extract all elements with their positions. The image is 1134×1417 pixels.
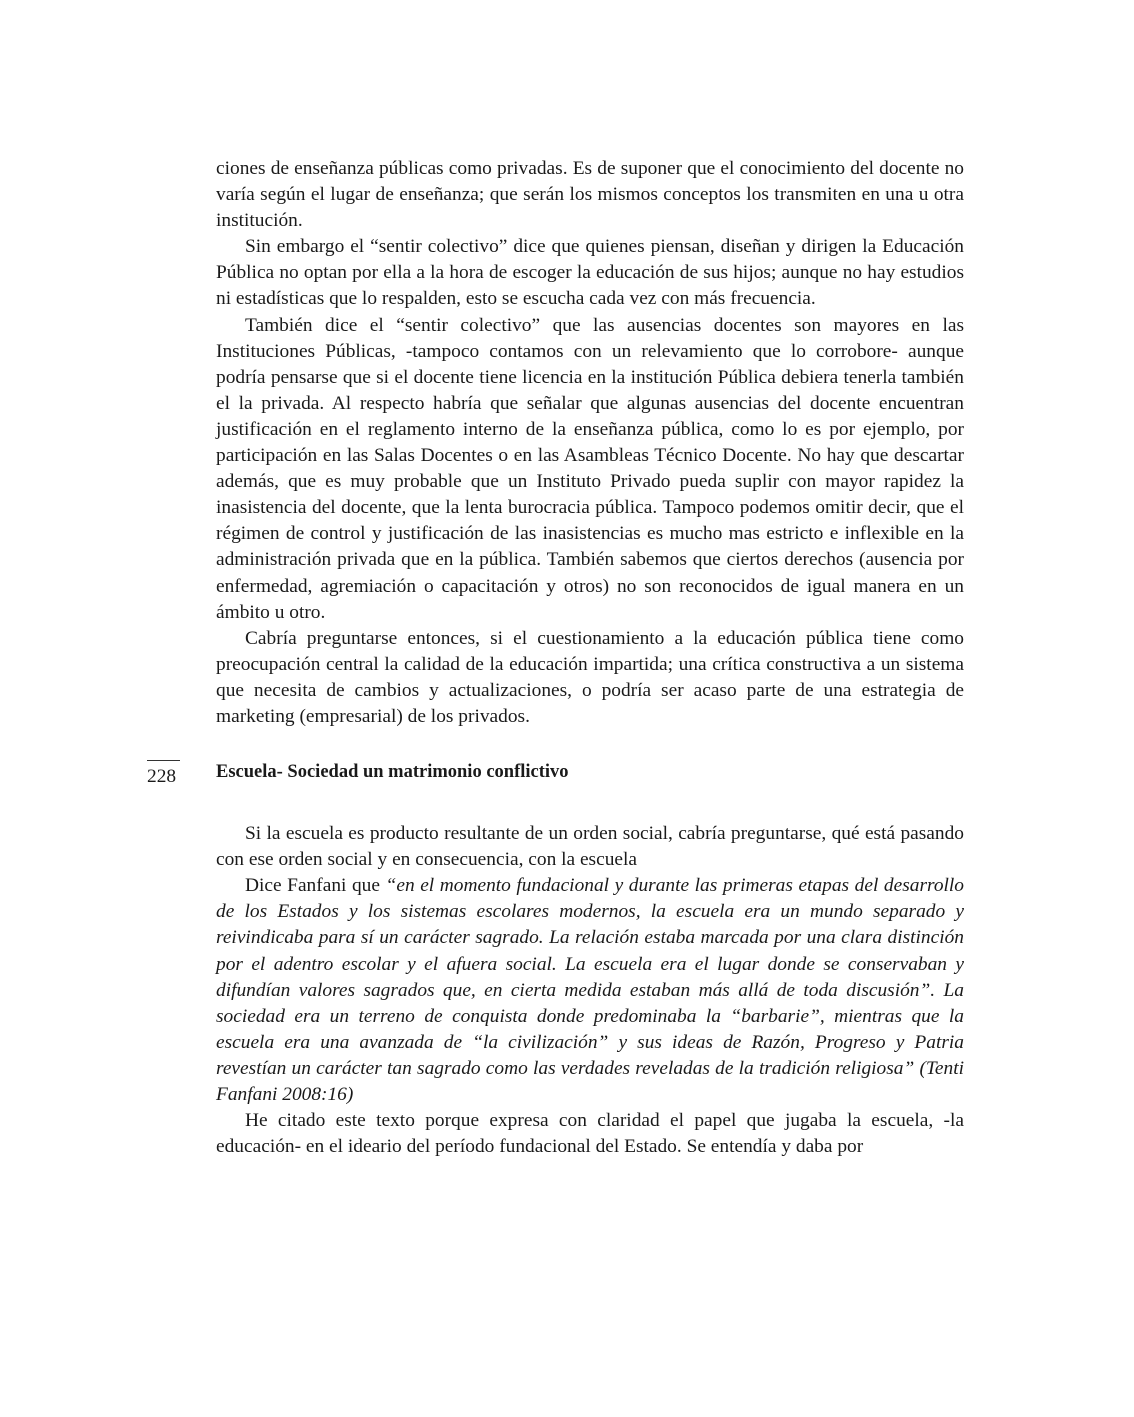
quote-text: “en el momento fundacional y durante las primeras etapas del desarrollo de los Estados y los sistemas escolares modernos, la escuela era un mundo separado y reivindicaba para sí un carácter sagrado. La relación estaba marcada por una clara distinción por el adentro escolar y el afuera social. La escuela era el lugar donde se conservaban y difundían valores sagrados que, en cierta medida estaban más allá de toda discusión”. La sociedad era un terreno de conquista donde predominaba la “barbarie”, mientras que la escuela era una avanzada de “la civilización” y sus ideas de Razón, Progreso y Patria revestían un carácter tan sagrado como las verdades reveladas de la tradición religiosa” (Tenti Fanfani 2008:16) (216, 875, 964, 1105)
section-heading: Escuela- Sociedad un matrimonio conflictivo (216, 762, 569, 783)
paragraph-section-intro: Si la escuela es producto resultante de un orden social, cabría preguntarse, qué está pasando con ese orden social y en consecuencia, con la escuela (216, 823, 964, 871)
page-number-rule (147, 760, 180, 761)
paragraph-sentir-colectivo: Sin embargo el “sentir colectivo” dice que quienes piensan, diseñan y dirigen la Educación Pública no optan por ella a la hora de escoger la educación de sus hijos; aunque no hay estudios ni estadísticas que lo respalden, esto se escucha cada vez con más frecuencia. (216, 236, 964, 310)
paragraph-closing: He citado este texto porque expresa con claridad el papel que jugaba la escuela, -la educación- en el ideario del período fundacional del Estado. Se entendía y daba por (216, 1110, 964, 1158)
paragraph-continuation: ciones de enseñanza públicas como privadas. Es de suponer que el conocimiento del docente no varía según el lugar de enseñanza; que serán los mismos conceptos los transmiten en una u otra institución. (216, 158, 964, 232)
paragraph-cuestionamiento: Cabría preguntarse entonces, si el cuestionamiento a la educación pública tiene como preocupación central la calidad de la educación impartida; una crítica constructiva a un sistema que necesita de cambios y actualizaciones, o podría ser acaso parte de una estrategia de marketing (empresarial) de los privados. (216, 627, 964, 727)
page-number: 228 (147, 766, 177, 787)
quote-lead: Dice Fanfani que (245, 875, 386, 897)
body-text (216, 156, 964, 1160)
paragraph-ausencias-docentes: También dice el “sentir colectivo” que las ausencias docentes son mayores en las Instituciones Públicas, -tampoco contamos con un relevamiento que lo corrobore- aunque podría pensarse que si el docente tiene licencia en la institución Pública debiera tenerla también el la privada. Al respecto habría que señalar que algunas ausencias del docente encuentran justificación en el reglamento interno de la enseñanza pública, como lo es por ejemplo, por participación en las Salas Docentes o en las Asambleas Técnico Docente. No hay que descartar además, que es muy probable que un Instituto Privado pueda suplir con mayor rapidez la inasistencia del docente, que la lenta burocracia pública. Tampoco podemos omitir decir, que el régimen de control y justificación de las inasistencias es mucho mas estricto e inflexible en la administración privada que en la pública. También sabemos que ciertos derechos (ausencia por enfermedad, agremiación o capacitación y otros) no son reconocidos de igual manera en un ámbito u otro. (216, 314, 964, 623)
paragraph-fanfani-quote (216, 873, 964, 1108)
